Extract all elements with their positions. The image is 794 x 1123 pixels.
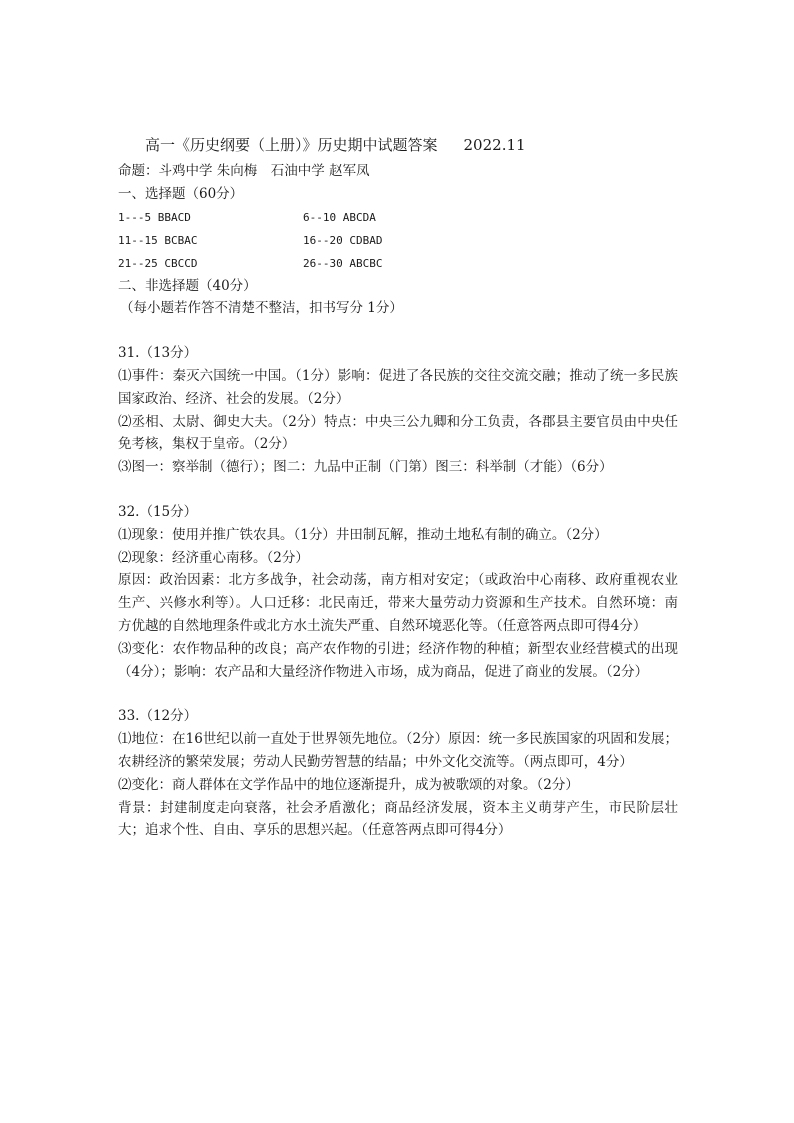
q33-heading: 33.（12分） [118,708,198,725]
section2-note: （每小题若作答不清楚不整洁，扣书写分 1分） [120,300,403,317]
q31-answer-2: ⑵丞相、太尉、御史大夫。（2分）特点：中央三公九卿和分工负责，各郡县主要官员由中央任免考核，集权于皇帝。（2分） [118,413,678,453]
spacer [118,320,678,342]
q31-answer-3: ⑶图一：察举制（德行）；图二：九品中正制（门第）图三：科举制（才能）（6分） [118,459,613,476]
answer-cell: 26--30 ABCBC [303,256,383,270]
spacer [118,683,678,705]
q31-heading: 31.（13分） [118,345,198,362]
q33-answer-2: ⑵变化：商人群体在文学作品中的地位逐渐提升，成为被歌颂的对象。（2分） [118,776,579,793]
spacer [118,479,678,501]
answer-cell: 16--20 CDBAD [303,233,383,247]
q33-answer-3: 背景：封建制度走向衰落，社会矛盾激化；商品经济发展，资本主义萌芽产生，市民阶层壮大；追求个性、自由、享乐的思想兴起。（任意答两点即可得4分） [118,799,678,839]
section2-heading: 二、非选择题（40分） [118,277,257,294]
answer-row [118,229,678,252]
answer-cell: 6--10 ABCDA [303,210,376,224]
section1-heading: 一、选择题（60分） [118,185,244,202]
answer-cell: 21--25 CBCCD [118,256,198,270]
document-title [145,134,526,155]
answer-row [118,206,678,229]
q32-answer-2: ⑵现象：经济重心南移。（2分） [118,549,309,566]
authors-line: 命题：斗鸡中学 朱向梅 石油中学 赵军凤 [118,163,370,179]
title-date: 2022.11 [463,136,526,154]
q33-answer-1: ⑴地位：在16世纪以前一直处于世界领先地位。（2分）原因：统一多民族国家的巩固和发展；农耕经济的繁荣发展；劳动人民勤劳智慧的结晶；中外文化交流等。（两点即可，4分） [118,731,678,770]
title-text: 高一《历史纲要（上册）》历史期中试题答案 [145,136,438,154]
q32-heading: 32.（15分） [118,503,198,520]
q32-answer-3: 原因：政治因素：北方多战争，社会动荡，南方相对安定；（或政治中心南移、政府重视农业生产、兴修水利等）。人口迁移：北民南迁，带来大量劳动力资源和生产技术。自然环境：南方优越的自然地理条件或北方水土流失严重、自然环境恶化等。（任意答两点即可得4分） [118,572,678,634]
answer-row [118,252,678,275]
answer-cell: 11--15 BCBAC [118,233,198,247]
q31-answer-1: ⑴事件：秦灭六国统一中国。（1分）影响：促进了各民族的交往交流交融；推动了统一多民族国家政治、经济、社会的发展。（2分） [118,367,678,407]
q32-answer-4: ⑶变化：农作物品种的改良；高产农作物的引进；经济作物的种植；新型农业经营模式的出现（4分）；影响：农产品和大量经济作物进入市场，成为商品，促进了商业的发展。（2分） [118,640,678,680]
q32-answer-1: ⑴现象：使用并推广铁农具。（1分）井田制瓦解，推动土地私有制的确立。（2分） [118,526,608,543]
answer-cell: 1---5 BBACD [118,210,191,224]
document-body [118,160,678,842]
